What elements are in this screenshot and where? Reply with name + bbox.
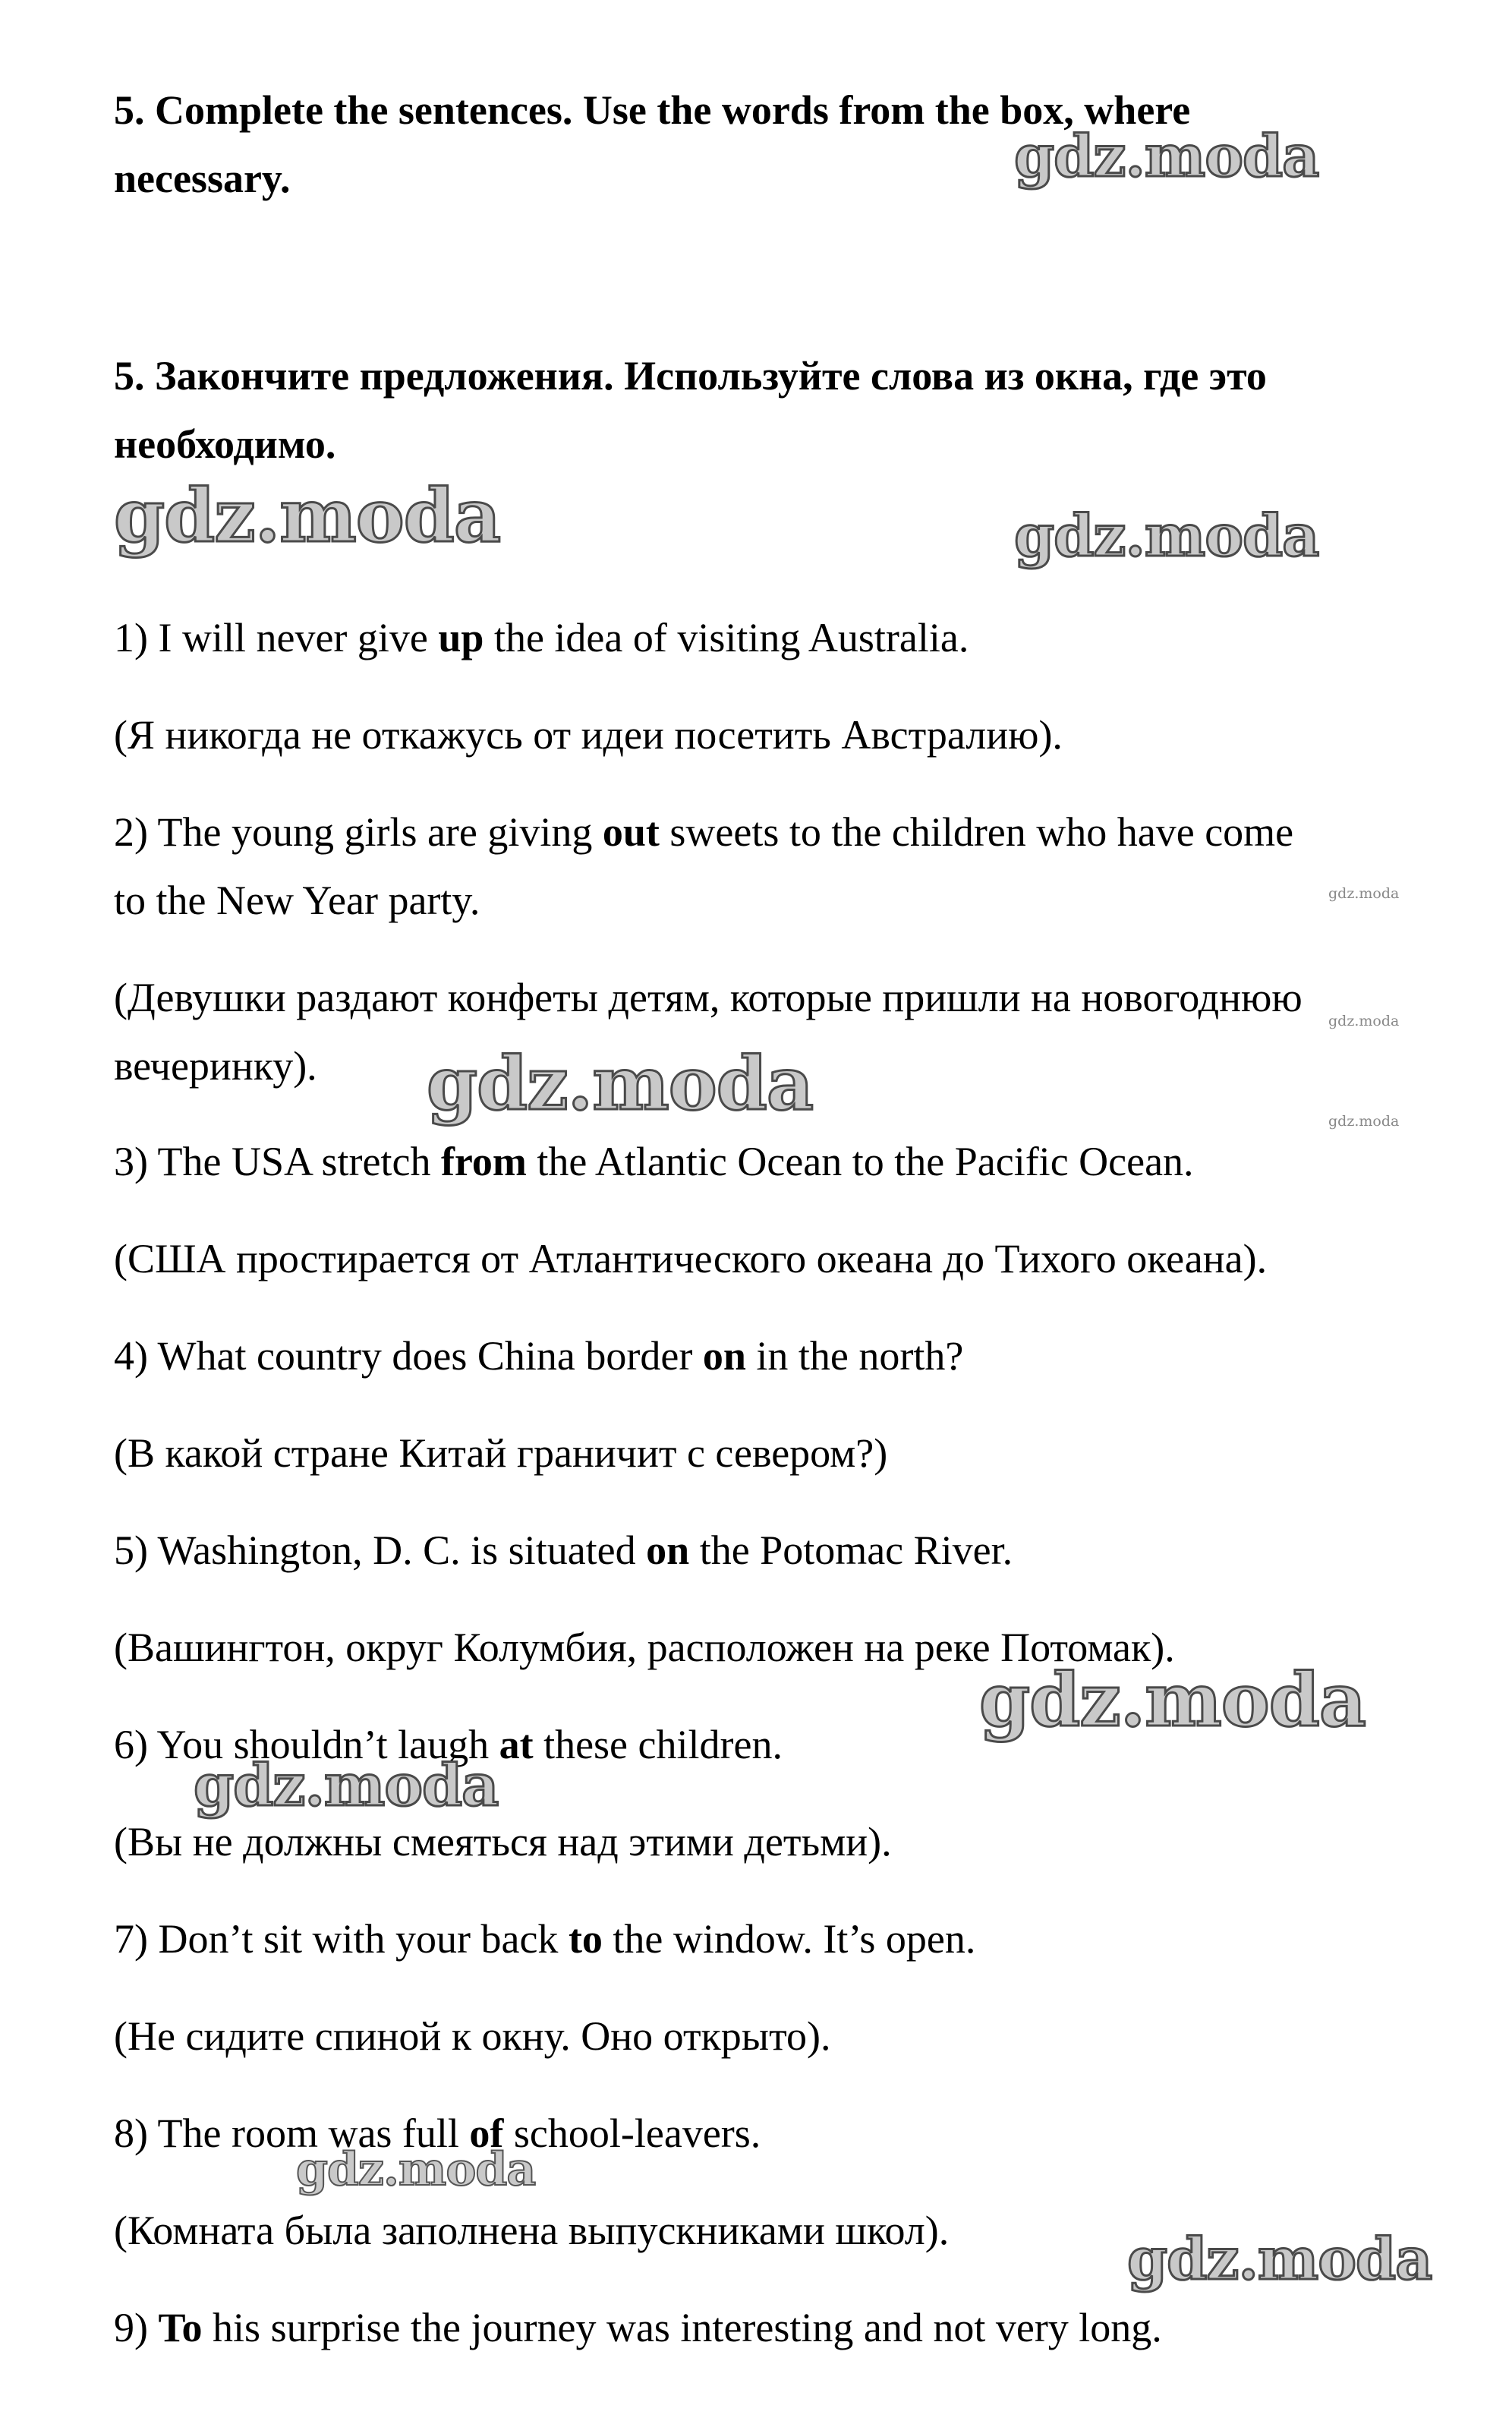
item-9-en: 9) To his surprise the journey was interesting and not very long. [114, 2305, 1162, 2350]
task-heading-en-line-1: 5. Complete the sentences. Use the words from the box, where [114, 87, 1191, 133]
watermark: gdz.moda [114, 473, 501, 559]
item-4-ru: (В какой стране Китай граничит с севером?) [114, 1430, 888, 1476]
item-5-ru: (Вашингтон, округ Колумбия, расположен на реке Потомак). [114, 1625, 1175, 1670]
watermark: gdz.moda [194, 1751, 499, 1819]
item-7-en: 7) Don’t sit with your back to the window. It’s open. [114, 1916, 976, 1962]
item-2-en-cont: to the New Year party. [114, 878, 480, 923]
item-3-en: 3) The USA stretch from the Atlantic Ocean to the Pacific Ocean. [114, 1139, 1194, 1184]
item-8-ru: (Комната была заполнена выпускниками школ). [114, 2208, 950, 2253]
item-6-en: 6) You shouldn’t laugh at these children. [114, 1722, 783, 1767]
watermark: gdz.moda [1127, 2225, 1432, 2293]
watermark: gdz.moda [1328, 1113, 1400, 1130]
watermark: gdz.moda [1328, 1013, 1400, 1029]
watermark: gdz.moda [1328, 885, 1400, 902]
item-1-en: 1) I will never give up the idea of visiting Australia. [114, 615, 969, 660]
task-heading-en-line-2: necessary. [114, 156, 291, 201]
item-7-ru: (Не сидите спиной к окну. Оно открыто). [114, 2013, 831, 2059]
item-3-ru: (США простирается от Атлантического океана до Тихого океана). [114, 1236, 1268, 1281]
item-2-ru: (Девушки раздают конфеты детям, которые пришли на новогоднюю [114, 975, 1303, 1020]
item-5-en: 5) Washington, D. C. is situated on the Potomac River. [114, 1527, 1013, 1573]
item-2-ru-cont: вечеринку). [114, 1043, 317, 1089]
watermark: gdz.moda [1014, 502, 1319, 569]
task-heading-ru-line-2: необходимо. [114, 421, 336, 467]
task-heading-ru-line-1: 5. Закончите предложения. Используйте слова из окна, где это [114, 353, 1267, 399]
watermark: gdz.moda [427, 1041, 814, 1127]
item-1-ru: (Я никогда не откажусь от идеи посетить Австралию). [114, 712, 1063, 758]
watermark: gdz.moda [1014, 122, 1319, 190]
watermark: gdz.moda [979, 1657, 1366, 1743]
watermark: gdz.moda [296, 2143, 536, 2196]
item-4-en: 4) What country does China border on in the north? [114, 1333, 964, 1379]
item-8-en: 8) The room was full of school-leavers. [114, 2110, 761, 2156]
item-2-en: 2) The young girls are giving out sweets to the children who have come [114, 809, 1294, 855]
item-6-ru: (Вы не должны смеяться над этими детьми). [114, 1819, 892, 1864]
